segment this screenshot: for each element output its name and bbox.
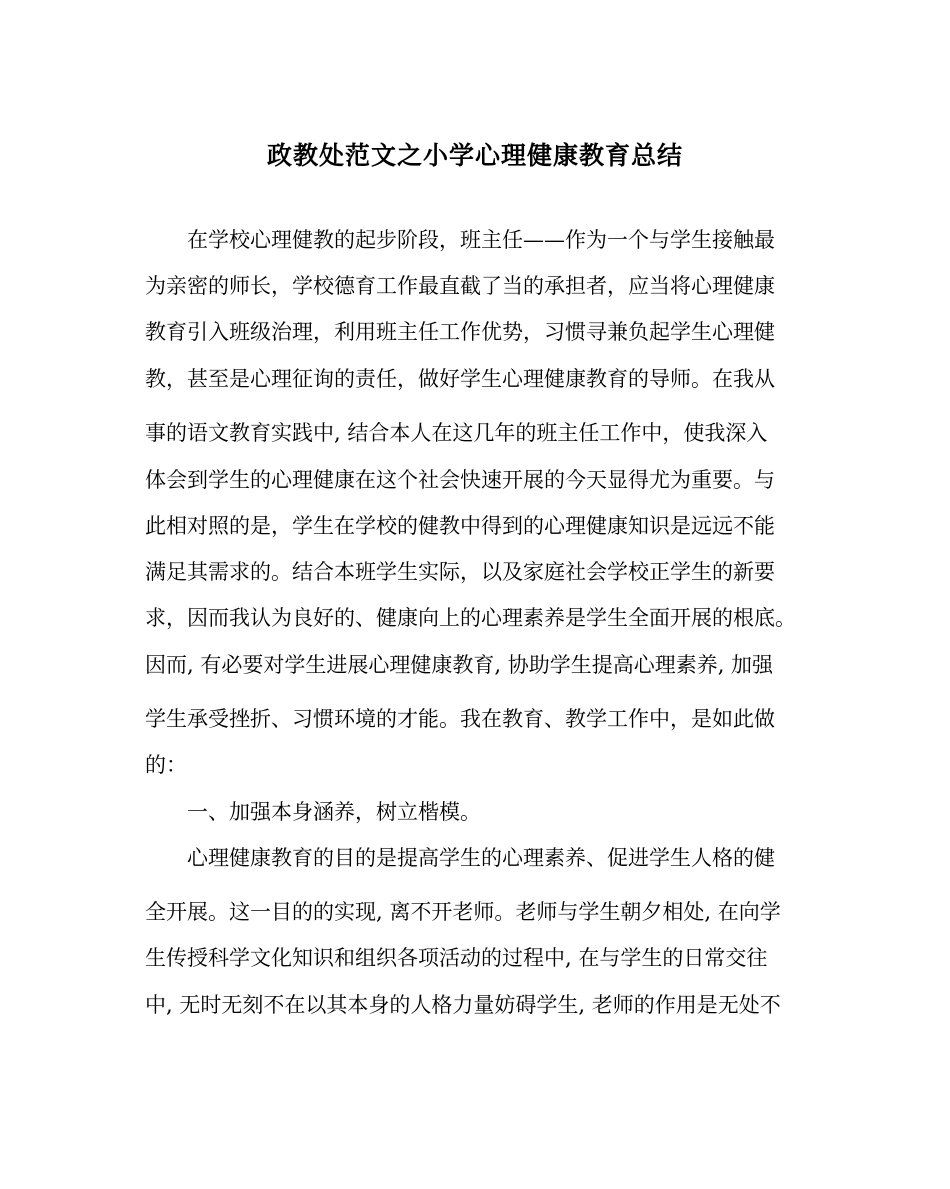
paragraph-line: 求，因而我认为良好的、健康向上的心理素养是学生全面开展的根底。 [145, 606, 796, 630]
paragraph-line: 中, 无时无刻不在以其本身的人格力量妨碍学生, 老师的作用是无处不 [145, 993, 781, 1017]
paragraph-line: 全开展。这一目的的实现, 离不开老师。老师与学生朝夕相处, 在向学 [145, 900, 781, 924]
paragraph-line: 教，甚至是心理征询的责任，做好学生心理健康教育的导师。在我从 [145, 367, 775, 391]
paragraph-line: 事的语文教育实践中, 结合本人在这几年的班主任工作中，使我深入 [145, 421, 768, 445]
paragraph-line: 因而, 有必要对学生进展心理健康教育, 协助学生提高心理素养, 加强 [145, 653, 774, 677]
paragraph-line: 在学校心理健教的起步阶段，班主任——作为一个与学生接触最 [187, 228, 775, 252]
paragraph-line: 体会到学生的心理健康在这个社会快速开展的今天显得尤为重要。与 [145, 468, 775, 492]
paragraph-line: 为亲密的师长，学校德育工作最直截了当的承担者，应当将心理健康 [145, 274, 775, 298]
section-heading: 一、加强本身涵养，树立楷模。 [187, 800, 481, 824]
paragraph-line: 教育引入班级治理，利用班主任工作优势，习惯寻兼负起学生心理健 [145, 320, 775, 344]
paragraph-line: 学生承受挫折、习惯环境的才能。我在教育、教学工作中，是如此做 [145, 707, 775, 731]
paragraph-line: 的： [145, 753, 187, 777]
document-title: 政教处范文之小学心理健康教育总结 [266, 141, 683, 170]
paragraph-line: 心理健康教育的目的是提高学生的心理素养、促进学生人格的健 [187, 846, 775, 870]
paragraph-line: 生传授科学文化知识和组织各项活动的过程中, 在与学生的日常交往 [145, 946, 768, 970]
paragraph-line: 此相对照的是，学生在学校的健教中得到的心理健康知识是远远不能 [145, 514, 775, 538]
paragraph-line: 满足其需求的。结合本班学生实际，以及家庭社会学校正学生的新要 [145, 560, 775, 584]
